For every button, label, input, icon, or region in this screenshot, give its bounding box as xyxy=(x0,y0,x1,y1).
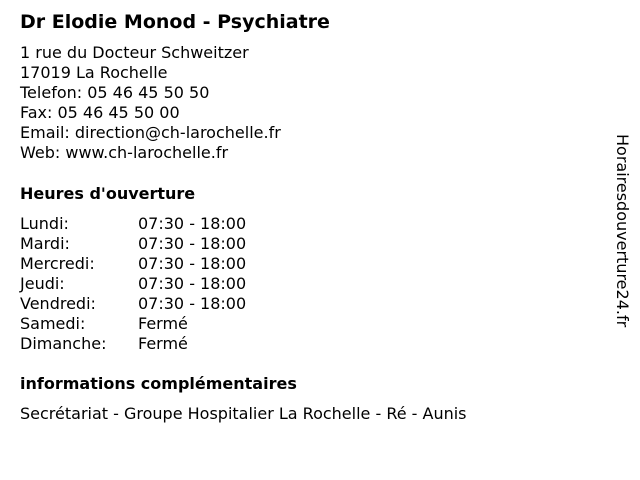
hours-row-mardi xyxy=(20,234,246,254)
phone-line: Telefon: 05 46 45 50 50 xyxy=(20,83,210,102)
hours-value: Fermé xyxy=(138,314,188,333)
hours-value: 07:30 - 18:00 xyxy=(138,234,247,253)
hours-value: 07:30 - 18:00 xyxy=(138,274,247,293)
hours-value: 07:30 - 18:00 xyxy=(138,294,247,313)
hours-heading: Heures d'ouverture xyxy=(20,184,196,203)
day-label: Samedi: xyxy=(20,314,86,333)
city-line: 17019 La Rochelle xyxy=(20,63,168,82)
fax-line: Fax: 05 46 45 50 00 xyxy=(20,103,180,122)
info-text: Secrétariat - Groupe Hospitalier La Rochelle - Ré - Aunis xyxy=(20,404,467,423)
day-label: Mercredi: xyxy=(20,254,95,273)
day-label: Lundi: xyxy=(20,214,69,233)
hours-value: 07:30 - 18:00 xyxy=(138,254,247,273)
address-block xyxy=(20,43,281,163)
web-line: Web: www.ch-larochelle.fr xyxy=(20,143,229,162)
hours-value: Fermé xyxy=(138,334,188,353)
hours-row-mercredi xyxy=(20,254,246,274)
day-label: Dimanche: xyxy=(20,334,107,353)
day-label: Vendredi: xyxy=(20,294,96,313)
hours-list xyxy=(20,214,246,354)
hours-row-vendredi xyxy=(20,294,246,314)
street-address: 1 rue du Docteur Schweitzer xyxy=(20,43,249,62)
site-watermark: Horairesdouverture24.fr xyxy=(613,134,632,328)
page-title: Dr Elodie Monod - Psychiatre xyxy=(20,11,330,33)
info-heading: informations complémentaires xyxy=(20,374,297,393)
email-line: Email: direction@ch-larochelle.fr xyxy=(20,123,281,142)
hours-row-dimanche xyxy=(20,334,246,354)
hours-row-jeudi xyxy=(20,274,246,294)
hours-row-samedi xyxy=(20,314,246,334)
hours-value: 07:30 - 18:00 xyxy=(138,214,247,233)
day-label: Jeudi: xyxy=(20,274,65,293)
hours-row-lundi xyxy=(20,214,246,234)
day-label: Mardi: xyxy=(20,234,70,253)
